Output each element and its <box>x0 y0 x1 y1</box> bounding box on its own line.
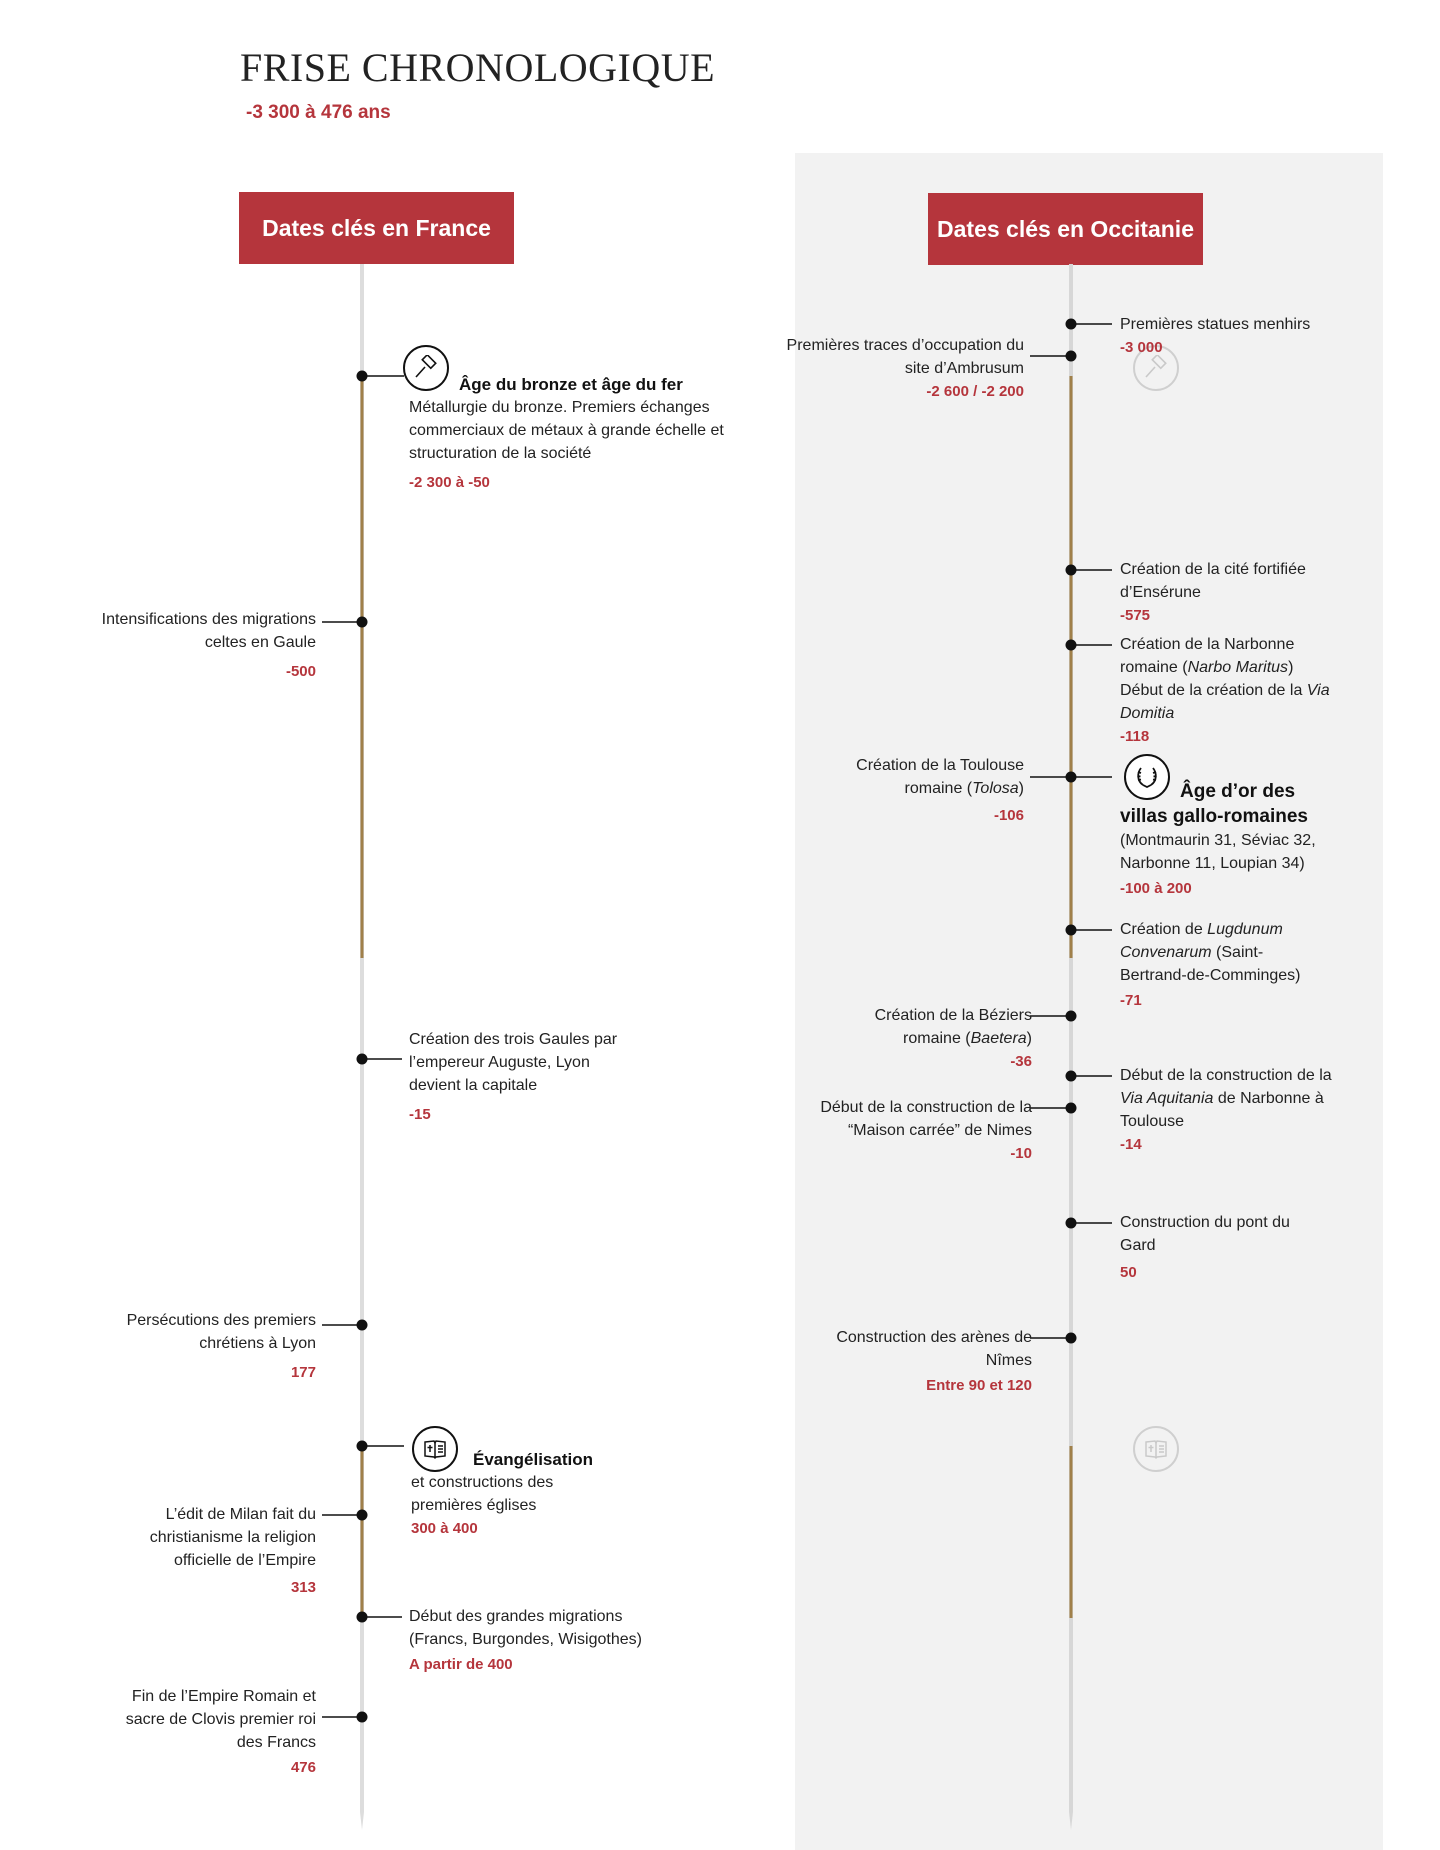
event-enserune <box>1120 558 1350 627</box>
event-date: -71 <box>1120 992 1142 1009</box>
dot-narbonne <box>1066 640 1077 651</box>
bible-icon-faded <box>1133 1426 1179 1472</box>
dot-migrations-celtes <box>357 617 368 628</box>
event-fin-empire <box>110 1685 316 1779</box>
dot-ambrusum <box>1066 351 1077 362</box>
event-date: -100 à 200 <box>1120 880 1192 897</box>
event-text <box>820 754 1024 800</box>
event-text <box>1120 918 1325 987</box>
event-text: Persécutions des premiers chrétiens à Lyon <box>126 1312 316 1352</box>
dot-toulouse <box>1066 772 1077 783</box>
event-text <box>840 1004 1032 1050</box>
event-date: -14 <box>1120 1136 1142 1153</box>
page-title: FRISE CHRONOLOGIQUE <box>240 45 716 90</box>
text-part: ) Début de la création de la <box>1120 659 1307 699</box>
event-date: -575 <box>1120 607 1151 624</box>
event-text: Création de la cité fortifiée d’Ensérune <box>1120 561 1306 601</box>
event-date: 177 <box>290 1364 316 1381</box>
event-edit-milan <box>110 1503 316 1599</box>
event-grandes-migrations <box>409 1605 669 1676</box>
event-villas <box>1120 779 1340 900</box>
event-text: Début de la construction de la “Maison carrée” de Nimes <box>820 1099 1032 1139</box>
text-part: Création de la Béziers romaine ( <box>874 1007 1032 1047</box>
text-italic: Via Domitia <box>1120 682 1330 722</box>
dot-grandes-migrations <box>357 1612 368 1623</box>
event-text <box>1120 1064 1345 1133</box>
text-italic: Narbo Maritus <box>1187 659 1289 676</box>
event-date: Entre 90 et 120 <box>926 1377 1032 1394</box>
event-text: Fin de l’Empire Romain et sacre de Clovis premier roi des Francs <box>125 1688 316 1751</box>
text-part: ) <box>1026 1030 1032 1047</box>
event-lugdunum <box>1120 918 1325 1012</box>
header-france: Dates clés en France <box>239 192 514 264</box>
text-part: Création de la Toulouse romaine ( <box>856 757 1024 797</box>
event-date: -106 <box>993 807 1024 824</box>
event-bronze-fer <box>409 373 739 494</box>
event-toulouse <box>820 754 1024 827</box>
event-text: Intensifications des migrations celtes en Gaule <box>101 611 316 651</box>
event-text: Construction du pont du Gard <box>1120 1214 1290 1254</box>
event-text: Création des trois Gaules par l’empereur Auguste, Lyon devient la capitale <box>409 1031 618 1094</box>
event-date: -2 300 à -50 <box>409 474 490 491</box>
dot-lugdunum <box>1066 925 1077 936</box>
dot-enserune <box>1066 565 1077 576</box>
event-text: Métallurgie du bronze. Premiers échanges commerciaux de métaux à grande échelle et structuration de la société <box>409 399 724 462</box>
dot-bronze <box>357 371 368 382</box>
event-date: A partir de 400 <box>409 1656 513 1673</box>
text-italic: Baetera <box>970 1030 1027 1047</box>
page-subtitle: -3 300 à 476 ans <box>246 102 391 123</box>
event-text: (Montmaurin 31, Séviac 32, Narbonne 11, Loupian 34) <box>1120 832 1316 872</box>
text-part: Création de la Narbonne romaine ( <box>1120 636 1295 676</box>
event-text: Premières statues menhirs <box>1120 316 1311 333</box>
event-persecutions <box>100 1309 316 1384</box>
event-date: -500 <box>285 663 316 680</box>
text-part: Début de la construction de la <box>1120 1067 1332 1084</box>
dot-fin-empire <box>357 1712 368 1723</box>
event-title: Âge d’or des villas gallo-romaines <box>1120 781 1308 827</box>
dot-menhirs <box>1066 319 1077 330</box>
dot-beziers <box>1066 1011 1077 1022</box>
text-italic: Via Aquitania <box>1120 1090 1214 1107</box>
dot-arenes <box>1066 1333 1077 1344</box>
event-date: 476 <box>290 1759 316 1776</box>
dot-persecutions <box>357 1320 368 1331</box>
event-text: L’édit de Milan fait du christianisme la religion officielle de l’Empire <box>149 1506 316 1569</box>
event-date: -10 <box>1010 1145 1032 1162</box>
dot-maison-carree <box>1066 1103 1077 1114</box>
text-part: ) <box>1018 780 1024 797</box>
event-pont-du-gard <box>1120 1211 1300 1284</box>
event-text: et constructions des premières églises <box>411 1474 554 1514</box>
dot-via-aquitania <box>1066 1071 1077 1082</box>
dot-edit-milan <box>357 1510 368 1521</box>
text-part: de Narbonne à Toulouse <box>1120 1090 1324 1130</box>
event-via-aquitania <box>1120 1064 1345 1156</box>
event-date: -15 <box>409 1106 431 1123</box>
dot-trois-gaules <box>357 1054 368 1065</box>
dot-evangelisation <box>357 1441 368 1452</box>
event-title: Âge du bronze et âge du fer <box>459 375 683 394</box>
event-text: Construction des arènes de Nîmes <box>836 1329 1032 1369</box>
dot-pont-du-gard <box>1066 1218 1077 1229</box>
event-date: 300 à 400 <box>411 1520 478 1537</box>
event-title: Évangélisation <box>473 1450 593 1469</box>
event-evangelisation <box>411 1448 611 1540</box>
event-text: Début des grandes migrations (Francs, Burgondes, Wisigothes) <box>409 1608 642 1648</box>
event-narbonne <box>1120 633 1335 748</box>
event-date: -2 600 / -2 200 <box>926 383 1024 400</box>
header-occitanie: Dates clés en Occitanie <box>928 193 1203 265</box>
event-date: 313 <box>290 1579 316 1596</box>
text-part: Création de <box>1120 921 1208 938</box>
event-migrations-celtes <box>40 608 316 683</box>
text-italic: Lugdunum Convenarum <box>1120 921 1283 961</box>
text-italic: Tolosa <box>972 780 1019 797</box>
event-date: 50 <box>1120 1264 1137 1281</box>
event-beziers <box>840 1004 1032 1073</box>
event-trois-gaules <box>409 1028 639 1126</box>
event-text <box>1120 633 1335 725</box>
event-arenes <box>820 1326 1032 1397</box>
event-menhirs <box>1120 313 1350 359</box>
event-maison-carree <box>780 1096 1032 1165</box>
event-text: Premières traces d’occupation du site d’Ambrusum <box>786 337 1024 377</box>
text-part: (Saint-Bertrand-de-Comminges) <box>1120 944 1301 984</box>
event-date: -118 <box>1120 728 1150 745</box>
event-date: -36 <box>1010 1053 1032 1070</box>
event-date: -3 000 <box>1120 339 1163 356</box>
event-ambrusum <box>780 334 1024 403</box>
